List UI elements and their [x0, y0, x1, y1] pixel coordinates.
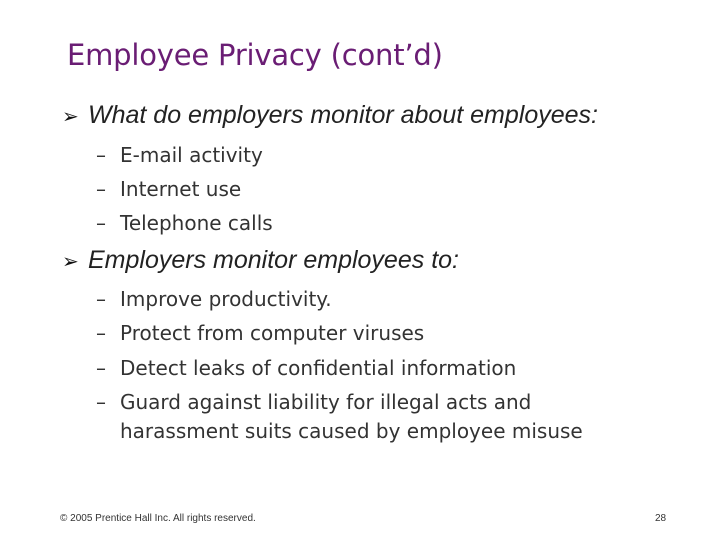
sub-item: – Telephone calls	[96, 211, 273, 235]
slide-title: Employee Privacy (cont’d)	[67, 38, 443, 72]
dash-icon: –	[96, 390, 106, 414]
bullet-2-text: Employers monitor employees to:	[88, 246, 459, 274]
bullet-1-text: What do employers monitor about employees:	[88, 101, 598, 129]
sub-item: – Detect leaks of confidential information	[96, 356, 517, 380]
sub-item: – Protect from computer viruses	[96, 321, 425, 345]
dash-icon: –	[96, 211, 106, 235]
dash-icon: –	[96, 356, 106, 380]
page-number: 28	[655, 513, 667, 524]
copyright-footer: © 2005 Prentice Hall Inc. All rights reserved.	[60, 513, 256, 524]
sub-item: – Guard against liability for illegal acts and harassment suits caused by employee misuse	[96, 390, 583, 443]
dash-icon: –	[96, 143, 106, 167]
dash-icon: –	[96, 287, 106, 311]
arrow-bullet-icon: ➢	[62, 104, 79, 128]
arrow-bullet-icon: ➢	[62, 249, 79, 273]
sub-item: – Internet use	[96, 177, 242, 201]
dash-icon: –	[96, 321, 106, 345]
sub-item: – E-mail activity	[96, 143, 263, 167]
sub-item: – Improve productivity.	[96, 287, 332, 311]
bullet-2	[62, 246, 459, 275]
dash-icon: –	[96, 177, 106, 201]
bullet-1	[62, 101, 598, 130]
